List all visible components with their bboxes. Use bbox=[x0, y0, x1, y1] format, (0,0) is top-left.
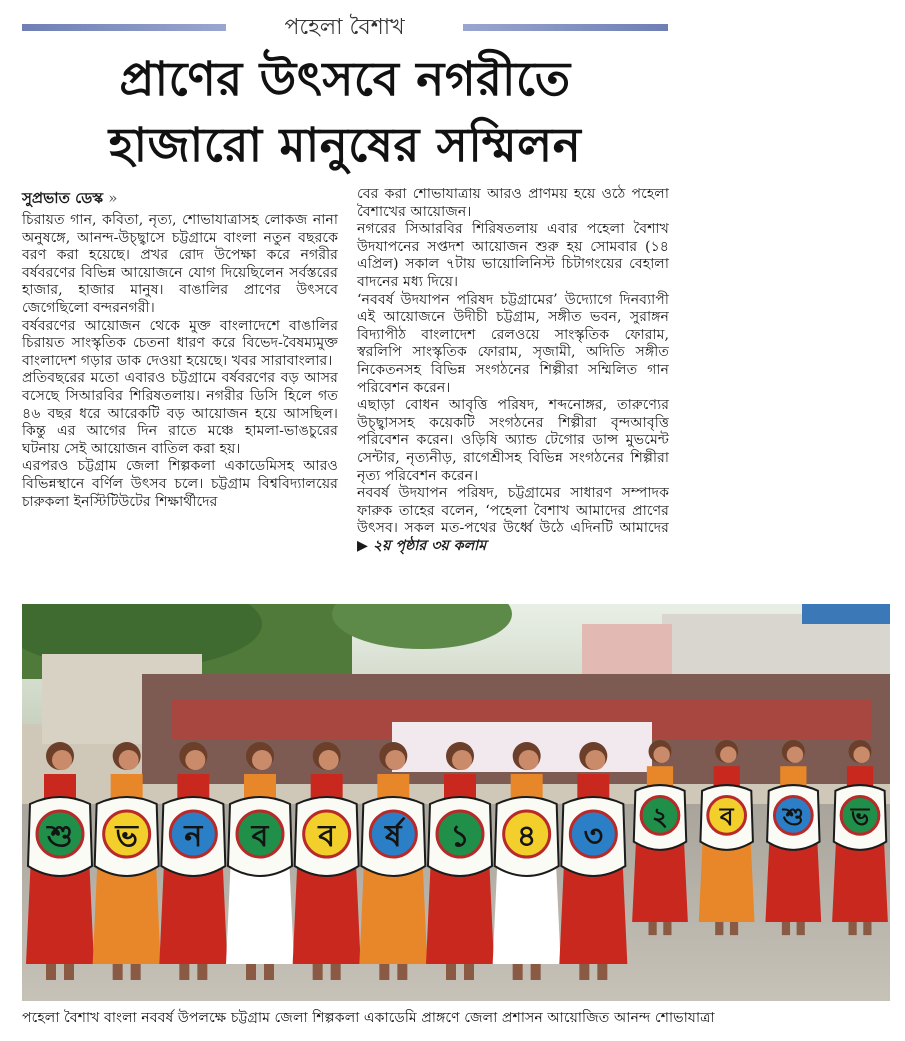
dancer-foot bbox=[782, 922, 790, 935]
article-paragraph: প্রতিবছরের মতো এবারও চট্টগ্রামে বর্ষবরণের বড় আসর বসেছে সিআরবির শিরিষতলায়। নগরীর ডিসি হিলে গত ৪৬ বছর ধরে আরেকটি বড় আয়োজন হয়ে আসছিল। কিন্তু এর আগের দিন রাতে মঞ্চে হামলা-ভাঙচুরের ঘটনায় সেই আয়োজন বাতিল করা হয়। bbox=[22, 370, 338, 457]
byline bbox=[22, 188, 338, 208]
dancer-foot bbox=[246, 964, 256, 980]
dancer-foot bbox=[730, 922, 738, 935]
placard-letter: শু bbox=[47, 819, 73, 854]
placard-letter: শু bbox=[782, 802, 804, 832]
dancer-foot bbox=[849, 922, 857, 935]
placard-letter: ৪ bbox=[516, 819, 537, 854]
dancer-foot bbox=[649, 922, 657, 935]
placard-letter: ভ bbox=[115, 819, 138, 854]
dancer-foot bbox=[513, 964, 523, 980]
dancer-foot bbox=[379, 964, 389, 980]
continuation-jump[interactable] bbox=[357, 538, 486, 554]
kicker-rule-right bbox=[463, 24, 668, 31]
dancer-face bbox=[519, 750, 539, 770]
section-kicker: পহেলা বৈশাখ bbox=[284, 15, 405, 40]
byline-name: সুপ্রভাত ডেস্ক bbox=[22, 189, 104, 207]
placard-letter: ব bbox=[318, 819, 336, 854]
placard-letter: র্ষ bbox=[385, 819, 402, 854]
dancer-face bbox=[252, 750, 272, 770]
article-paragraph: নগরের সিআরবির শিরিষতলায় এবার পহেলা বৈশাখ উদযাপনের সপ্তদশ আয়োজন শুরু হয় সোমবার (১৪ এপ্রিল) সকাল ৭টায় ভায়োলিনিস্ট চিটাগংয়ের বেহালা বাদনের মধ্য দিয়ে। bbox=[357, 221, 669, 290]
dancer-face bbox=[653, 747, 669, 763]
dancer-face bbox=[787, 747, 803, 763]
dancer-foot bbox=[131, 964, 141, 980]
dancer-face bbox=[185, 750, 205, 770]
dancer-foot bbox=[313, 964, 323, 980]
dancer-foot bbox=[663, 922, 671, 935]
placard-letter: ২ bbox=[652, 802, 668, 832]
placard-letter: ব bbox=[251, 819, 269, 854]
continuation-text: ২য় পৃষ্ঠার ৩য় কলাম bbox=[372, 537, 487, 554]
news-photo bbox=[22, 604, 890, 1001]
dancer-foot bbox=[64, 964, 74, 980]
dancer-face bbox=[853, 747, 869, 763]
dancer-foot bbox=[464, 964, 474, 980]
dancer-face bbox=[319, 750, 339, 770]
dancer-foot bbox=[264, 964, 274, 980]
dancer-foot bbox=[797, 922, 805, 935]
dancer-face bbox=[119, 750, 139, 770]
article-paragraph: বের করা শোভাযাত্রায় আরও প্রাণময় হয়ে ওঠে পহেলা বৈশাখের আয়োজন। bbox=[357, 186, 669, 220]
article-paragraph: ‘নববর্ষ উদযাপন পরিষদ চট্টগ্রামের’ উদ্যোগে দিনব্যাপী এই আয়োজনে উদীচী চট্টগ্রাম, সঙ্গীত ভবন, সুরাঙ্গন বিদ্যাপীঠ বাংলাদেশ রেলওয়ে সাংস্কৃতিক ফোরাম, স্বরলিপি সাংস্কৃতিক ফোরাম, সৃজামী, অদিতি সঙ্গীত নিকেতনসহ বিভিন্ন সংগঠনের শিল্পীরা সম্মিলিত গান পরিবেশন করেন। bbox=[357, 291, 669, 396]
dancer-foot bbox=[46, 964, 56, 980]
dancer-face bbox=[385, 750, 405, 770]
article-paragraph-text: নববর্ষ উদযাপন পরিষদ, চট্টগ্রামের সাধারণ সম্পাদক ফারুক তাহের বলেন, ‘পহেলা বৈশাখ আমাদের প্রাণের উৎসব। সকল মত-পথের উর্ধ্বে উঠে এদিনটি আমাদের bbox=[357, 485, 669, 537]
dancer-face bbox=[452, 750, 472, 770]
article-paragraph-last bbox=[357, 485, 669, 555]
article-column-right bbox=[357, 186, 669, 555]
photo-caption: পহেলা বৈশাখ বাংলা নববর্ষ উপলক্ষে চট্টগ্রাম জেলা শিল্পকলা একাডেমি প্রাঙ্গণে জেলা প্রশাসন আয়োজিত আনন্দ শোভাযাত্রা bbox=[22, 1010, 715, 1026]
article-paragraph: চিরায়ত গান, কবিতা, নৃত্য, শোভাযাত্রাসহ লোকজ নানা অনুষঙ্গে, আনন্দ-উচ্ছ্বাসে চট্টগ্রামে বাংলা নতুন বছরকে বরণ করা হয়েছে। প্রখর রোদ উপেক্ষা করে নগরীর বর্ষবরণের বিভিন্ন আয়োজনে যোগ দিয়েছিলেন সর্বস্তরের হাজার, হাজার মানুষ। বাঙালির প্রাণের উৎসবে জেগেছিলো বন্দরনগরী। bbox=[22, 212, 338, 316]
article-paragraph: এছাড়া বোধন আবৃত্তি পরিষদ, শব্দনোঙ্গর, তারুণ্যের উচ্ছ্বাসসহ কয়েকটি সংগঠনের শিল্পীরা বৃন্দআবৃত্তি পরিবেশন করেন। ওড়িষি অ্যান্ড টেগোর ডান্স মুভমেন্ট সেন্টার, নৃত্যনীড়, রাগেশ্রীসহ বিভিন্ন সংগঠনের শিল্পীরা নৃত্য পরিবেশন করেন। bbox=[357, 397, 669, 484]
headline-line-2: হাজারো মানুষের সম্মিলন bbox=[108, 118, 582, 173]
dancer-foot bbox=[531, 964, 541, 980]
dancer-foot bbox=[397, 964, 407, 980]
kicker-rule-left bbox=[22, 24, 226, 31]
placard-letter: ৩ bbox=[583, 819, 604, 854]
dancer-foot bbox=[113, 964, 123, 980]
headline-line-1: প্রাণের উৎসবে নগরীতে bbox=[119, 52, 571, 107]
dancer-foot bbox=[863, 922, 871, 935]
dancer-foot bbox=[446, 964, 456, 980]
article-paragraph: এরপরও চট্টগ্রাম জেলা শিল্পকলা একাডেমিসহ আরও বিভিন্নস্থানে বর্ণিল উৎসব চলে। চট্টগ্রাম বিশ্ববিদ্যালয়ের চারুকলা ইনস্টিটিউটের শিক্ষার্থীদের bbox=[22, 458, 338, 510]
dancer-foot bbox=[579, 964, 589, 980]
article-paragraph: বর্ষবরণের আয়োজন থেকে মুক্ত বাংলাদেশে বাঙালির চিরায়ত সাংস্কৃতিক চেতনা ধারণ করে বিভেদ-বৈষম্যমুক্ত বাংলাদেশ গড়ার ডাক দেওয়া হয়েছে। খবর সারাবাংলার। bbox=[22, 317, 338, 369]
play-arrow-icon: ▶ bbox=[357, 537, 368, 554]
dancer-foot bbox=[179, 964, 189, 980]
procession-photo-illustration bbox=[22, 604, 890, 1001]
dancer-face bbox=[720, 747, 736, 763]
article-column-left bbox=[22, 188, 338, 511]
dancer-foot bbox=[331, 964, 341, 980]
dancer-foot bbox=[715, 922, 723, 935]
placard-letter: ব bbox=[719, 802, 734, 832]
byline-chevron-icon: » bbox=[108, 189, 118, 207]
dancer-face bbox=[585, 750, 605, 770]
placard-letter: ১ bbox=[450, 819, 470, 854]
placard-letter: ন bbox=[184, 819, 203, 854]
dancer-foot bbox=[197, 964, 207, 980]
placard-letter: ভ bbox=[850, 802, 870, 832]
dancer-foot bbox=[597, 964, 607, 980]
photo-shop-sign bbox=[802, 604, 890, 624]
dancer-face bbox=[52, 750, 72, 770]
